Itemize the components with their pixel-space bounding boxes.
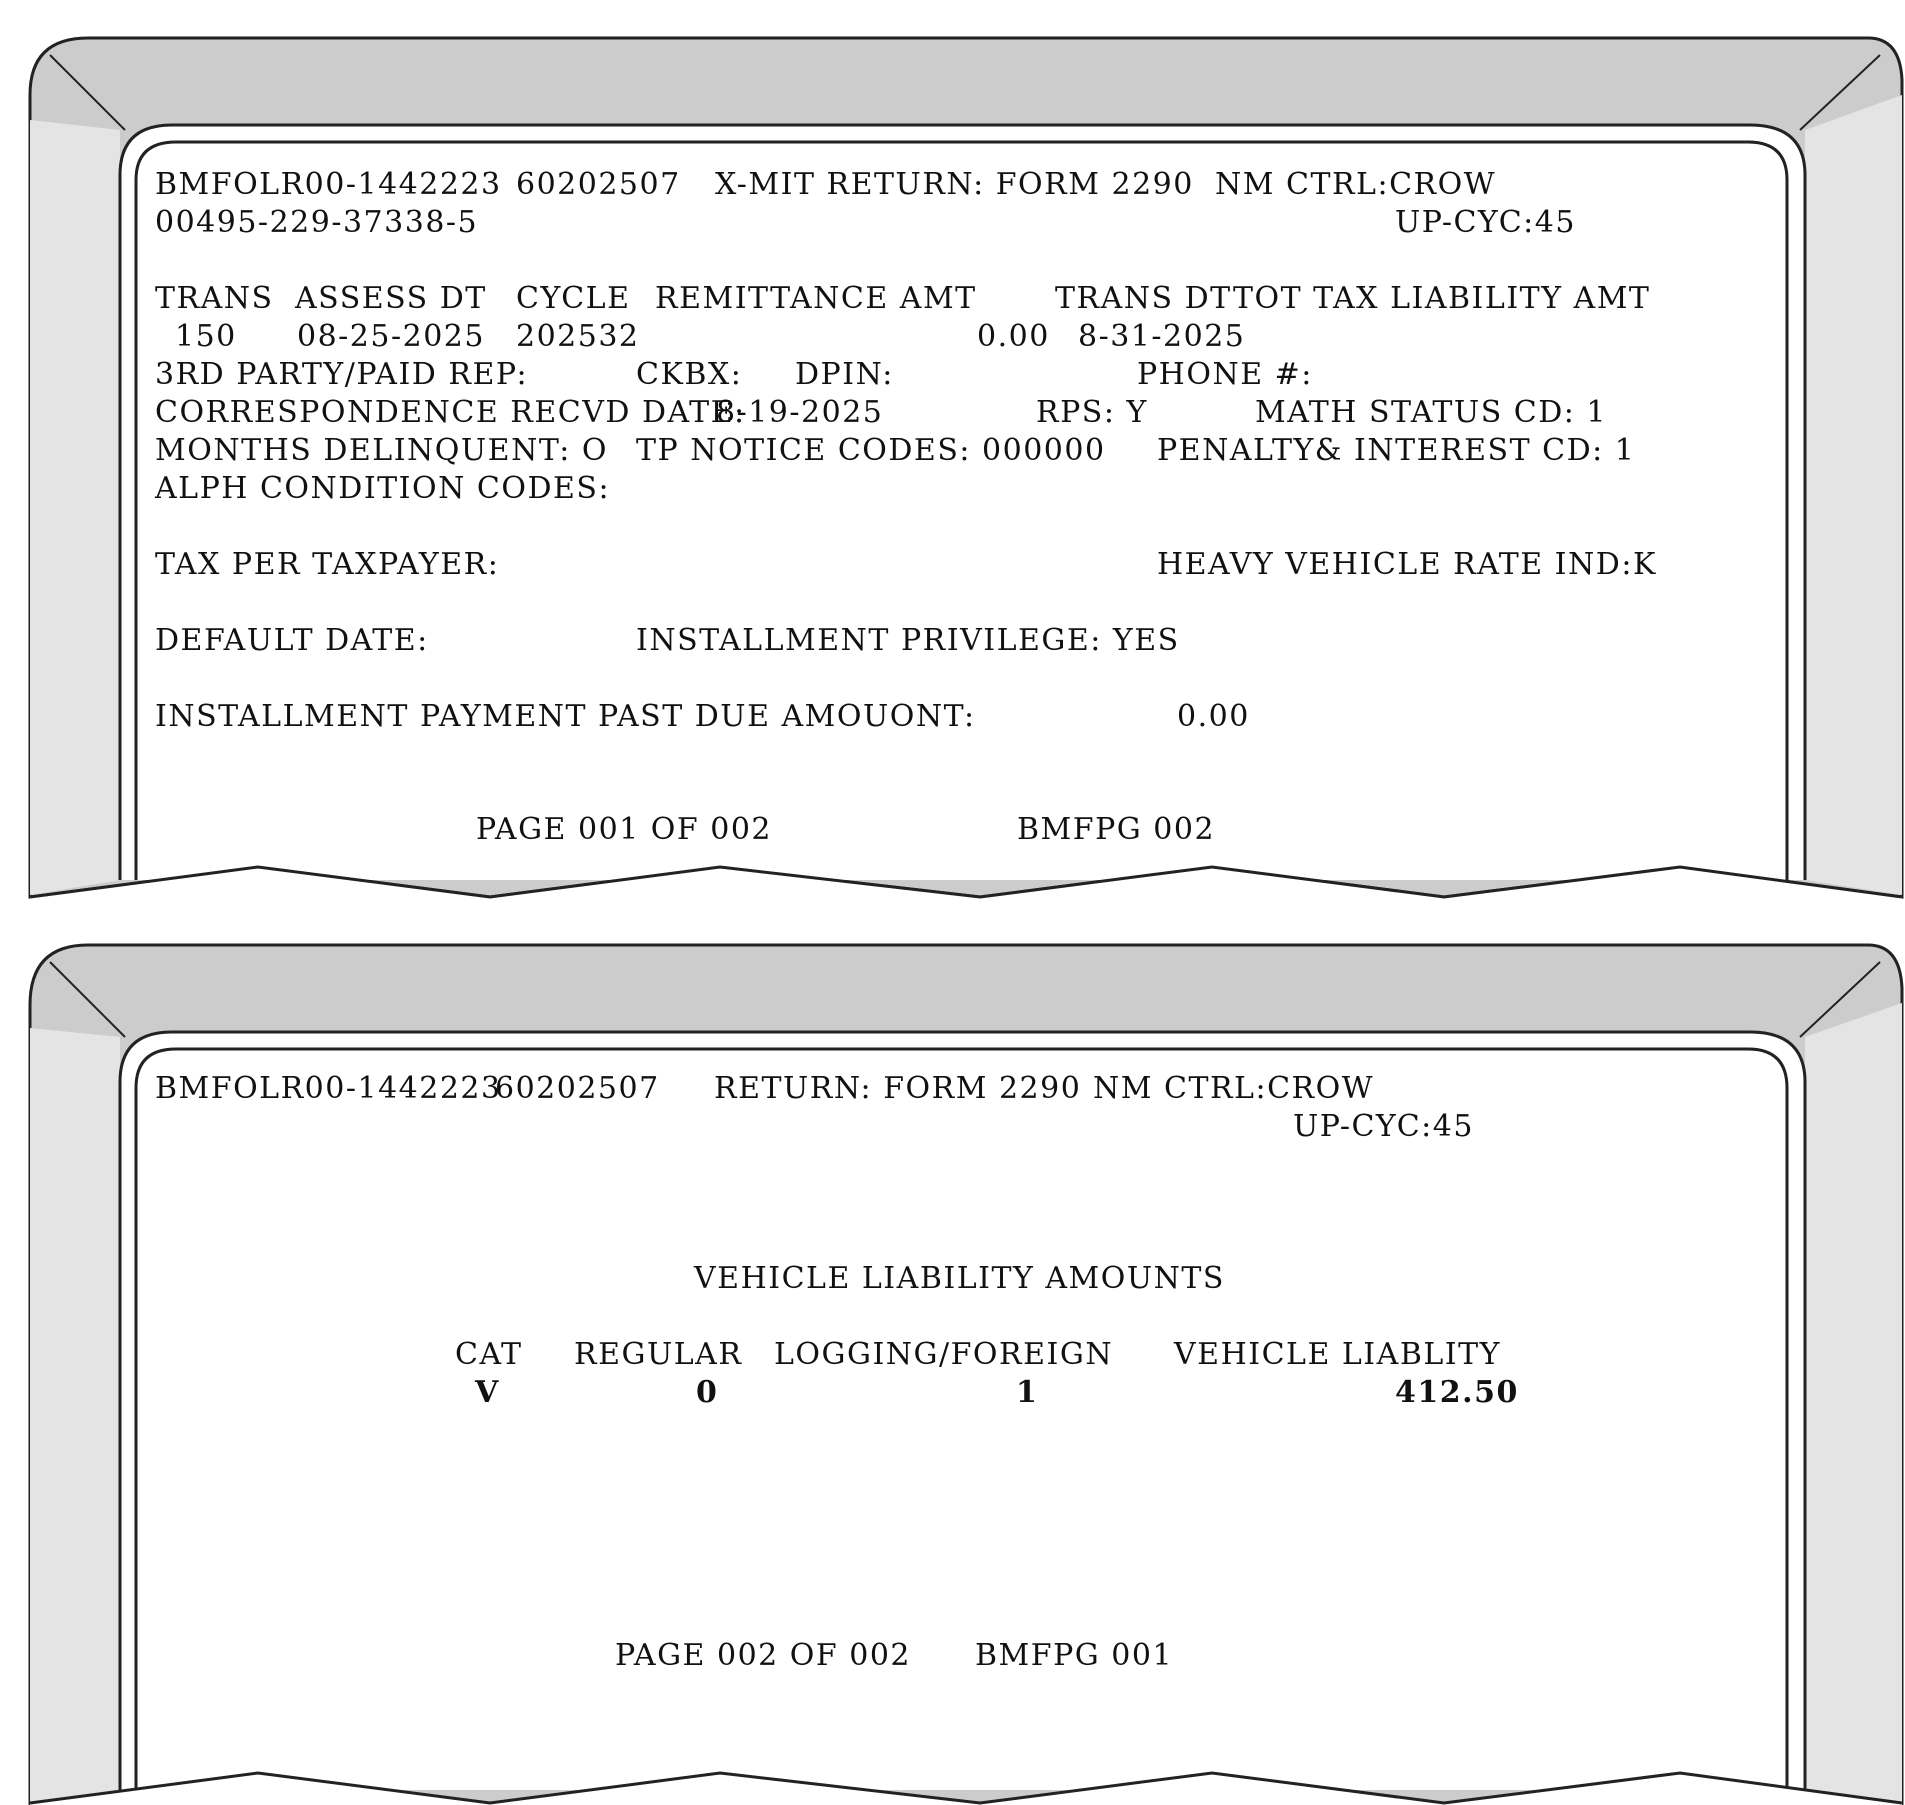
screen-id: BMFPG 002 xyxy=(1017,812,1216,847)
math-status: MATH STATUS CD: 1 xyxy=(1255,395,1608,430)
phone-label: PHONE #: xyxy=(1137,357,1313,392)
installment-past-due-value: 0.00 xyxy=(1177,699,1250,734)
row-remittance-amt: 0.00 xyxy=(977,319,1050,354)
row-trans-dt: 8-31-2025 xyxy=(1078,319,1246,354)
return-title: X-MIT RETURN: FORM 2290 xyxy=(715,167,1194,202)
heavy-vehicle-rate: HEAVY VEHICLE RATE IND:K xyxy=(1157,547,1657,582)
col-cycle: CYCLE xyxy=(516,281,631,316)
doc-number: 60202507 xyxy=(495,1071,660,1106)
installment-past-due-label: INSTALLMENT PAYMENT PAST DUE AMOUONT: xyxy=(155,699,976,734)
return-title: RETURN: FORM 2290 xyxy=(714,1071,1082,1106)
screen-id: BMFPG 001 xyxy=(975,1638,1174,1673)
row-vehicle-liability: 412.50 xyxy=(1395,1375,1519,1410)
doc-number: 60202507 xyxy=(516,167,681,202)
col-assess-dt: ASSESS DT xyxy=(295,281,487,316)
ckbx-label: CKBX: xyxy=(636,357,743,392)
page-indicator: PAGE 001 OF 002 xyxy=(476,812,773,847)
col-remittance-amt: REMITTANCE AMT xyxy=(655,281,977,316)
page-indicator: PAGE 002 OF 002 xyxy=(615,1638,912,1673)
row-logging-foreign: 1 xyxy=(1016,1375,1039,1410)
col-vehicle-liability: VEHICLE LIABLITY xyxy=(1174,1337,1501,1372)
col-cat: CAT xyxy=(455,1337,523,1372)
row-regular: 0 xyxy=(696,1375,719,1410)
correspondence-date: 8-19-2025 xyxy=(716,395,884,430)
col-trans: TRANS xyxy=(155,281,274,316)
row-trans: 150 xyxy=(175,319,237,354)
rps-indicator: RPS: Y xyxy=(1036,395,1148,430)
row-cat: V xyxy=(475,1375,500,1410)
dpin-label: DPIN: xyxy=(795,357,894,392)
tax-per-taxpayer: TAX PER TAXPAYER: xyxy=(155,547,500,582)
program-id: BMFOLR00-1442223 xyxy=(155,167,502,202)
name-control: NM CTRL:CROW xyxy=(1093,1071,1375,1106)
penalty-interest-cd: PENALTY& INTEREST CD: 1 xyxy=(1157,433,1636,468)
third-party-label: 3RD PARTY/PAID REP: xyxy=(155,357,529,392)
default-date: DEFAULT DATE: xyxy=(155,623,429,658)
col-tot-tax-liability-amt: TOT TAX LIABILITY AMT xyxy=(1233,281,1651,316)
col-regular: REGULAR xyxy=(574,1337,743,1372)
name-control: NM CTRL:CROW xyxy=(1215,167,1497,202)
section-title: VEHICLE LIABILITY AMOUNTS xyxy=(694,1261,1225,1296)
tp-notice-codes: TP NOTICE CODES: 000000 xyxy=(636,433,1106,468)
program-id: BMFOLR00-1442223 xyxy=(155,1071,502,1106)
row-assess-dt: 08-25-2025 xyxy=(297,319,485,354)
alph-condition-codes: ALPH CONDITION CODES: xyxy=(155,471,611,506)
correspondence-label: CORRESPONDENCE RECVD DATE: xyxy=(155,395,746,430)
installment-privilege: INSTALLMENT PRIVILEGE: YES xyxy=(636,623,1180,658)
months-delinquent: MONTHS DELINQUENT: O xyxy=(155,433,609,468)
terminal-screen-2 xyxy=(0,910,1905,1805)
update-cycle: UP-CYC:45 xyxy=(1293,1109,1474,1144)
col-logging-foreign: LOGGING/FOREIGN xyxy=(774,1337,1114,1372)
tin: 00495-229-37338-5 xyxy=(155,205,479,240)
col-trans-dt: TRANS DT xyxy=(1055,281,1232,316)
update-cycle: UP-CYC:45 xyxy=(1395,205,1576,240)
row-cycle: 202532 xyxy=(516,319,640,354)
